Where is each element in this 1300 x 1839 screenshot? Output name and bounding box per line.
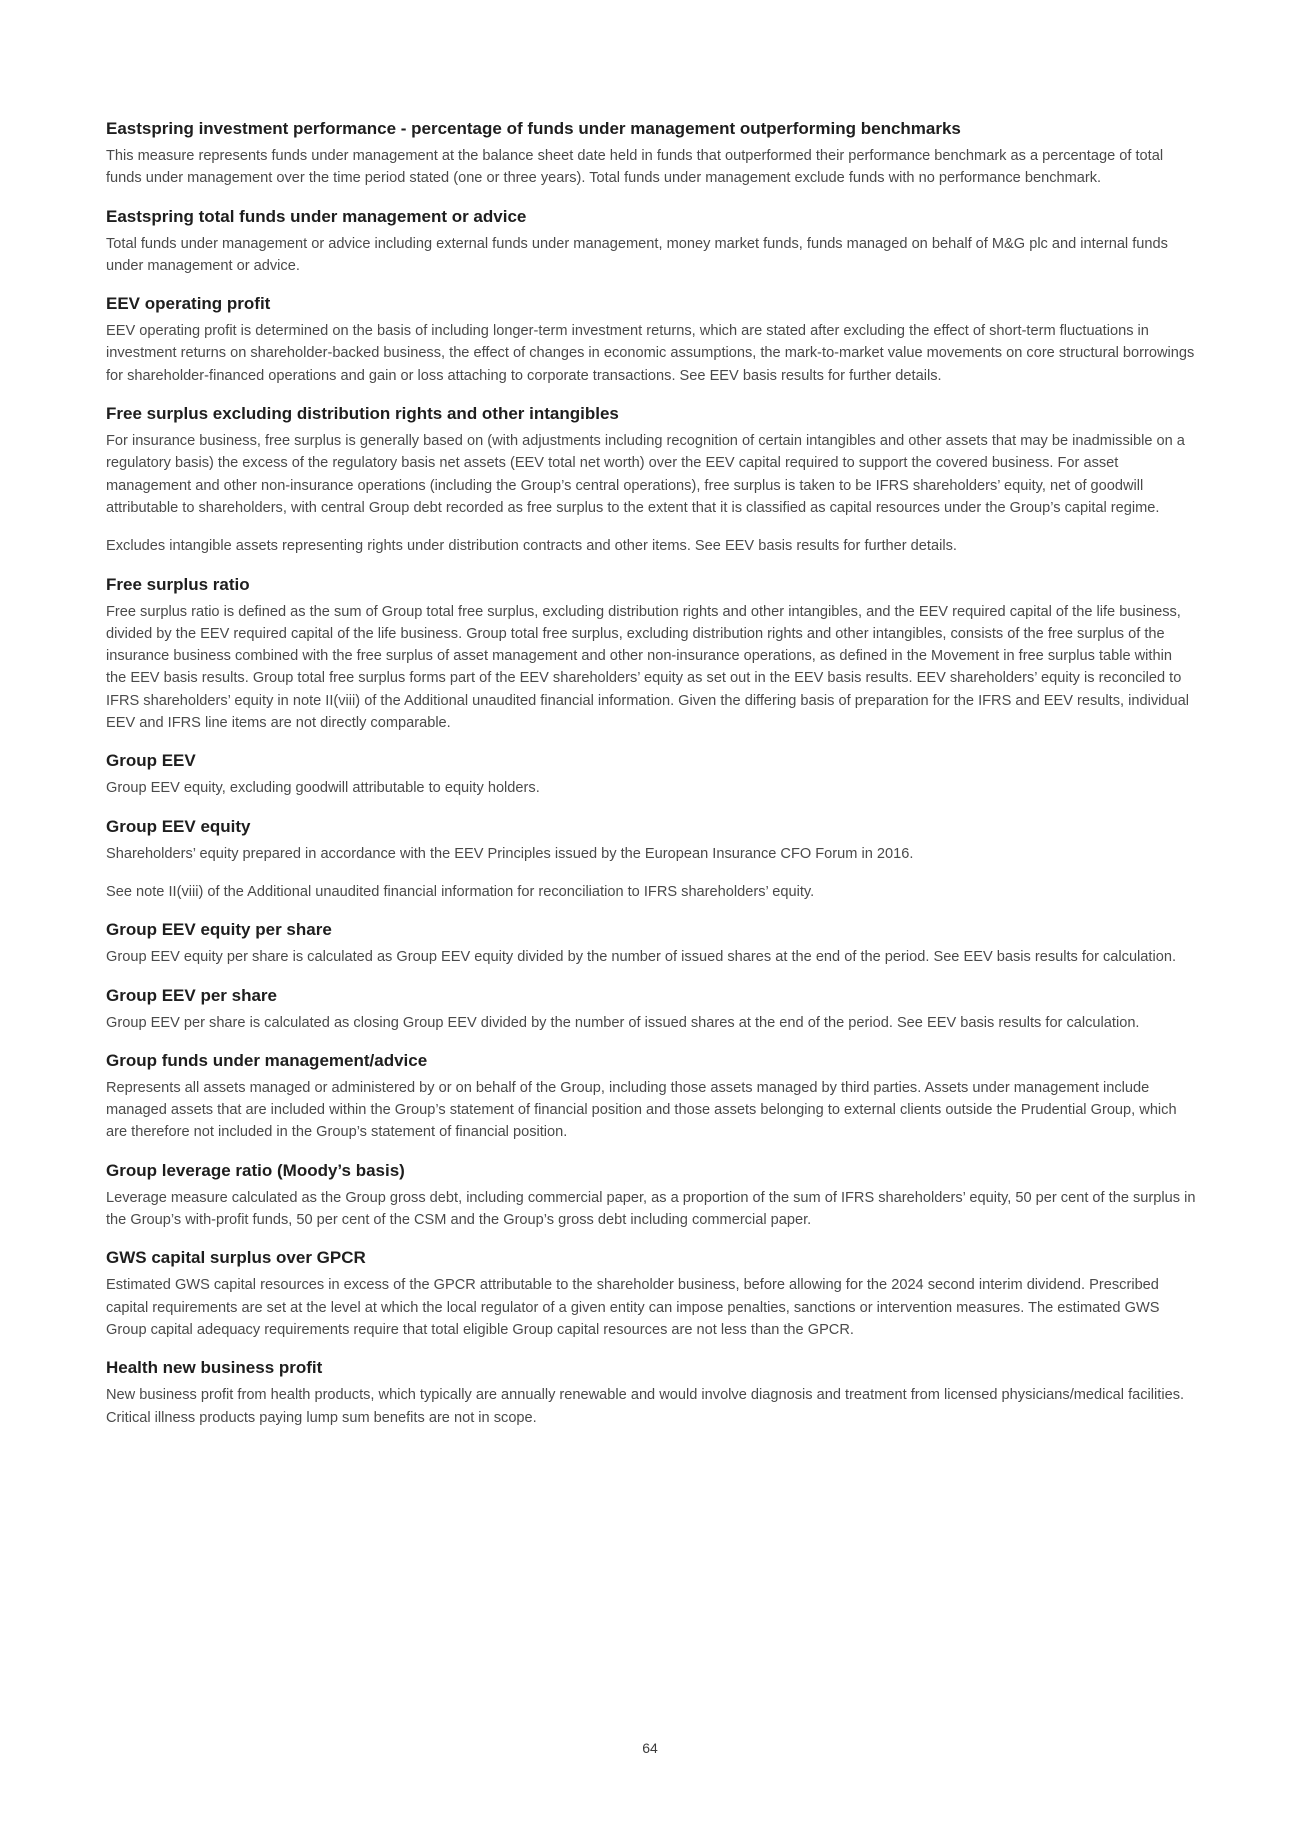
section-heading: GWS capital surplus over GPCR bbox=[106, 1248, 366, 1268]
section-paragraph: New business profit from health products, which typically are annually renewable and would involve diagnosis and treatment from licensed physicians/medical facilities. Critical illness products paying lump sum benefits are not in scope. bbox=[106, 1387, 1185, 1426]
section-paragraph: See note II(viii) of the Additional unaudited financial information for reconciliation to IFRS shareholders’ equity. bbox=[106, 883, 815, 900]
section-heading: EEV operating profit bbox=[106, 294, 271, 314]
section-group-eev bbox=[106, 750, 1196, 799]
document-body bbox=[106, 118, 1196, 1445]
section-paragraph: Estimated GWS capital resources in excess of the GPCR attributable to the shareholder business, before allowing for the 2024 second interim dividend. Prescribed capital requirements are set at the level at which the local regulator of a given entity can impose penalties, sanctions or intervention measures. The estimated GWS Group capital adequacy requirements require that total eligible Group capital resources are not less than the GPCR. bbox=[106, 1277, 1160, 1338]
section-heading: Health new business profit bbox=[106, 1358, 323, 1378]
section-group-eev-per-share bbox=[106, 985, 1196, 1034]
section-paragraph: Leverage measure calculated as the Group gross debt, including commercial paper, as a proportion of the sum of IFRS shareholders’ equity, 50 per cent of the surplus in the Group’s with-profit funds, 50 per cent of the CSM and the Group’s gross debt including commercial paper. bbox=[106, 1189, 1196, 1229]
section-free-surplus-ratio bbox=[106, 574, 1196, 735]
section-gws-capital-surplus bbox=[106, 1247, 1196, 1341]
section-paragraph: Represents all assets managed or administered by or on behalf of the Group, including those assets managed by third parties. Assets under management include managed assets that are included within the Group’s statement of financial position and those assets belonging to external clients outside the Prudential Group, which are therefore not included in the Group’s statement of financial position. bbox=[106, 1079, 1177, 1141]
section-eastspring-total-funds bbox=[106, 206, 1196, 278]
section-paragraph: Group EEV per share is calculated as closing Group EEV divided by the number of issued shares at the end of the period. See EEV basis results for calculation. bbox=[106, 1014, 1140, 1031]
page-number: 64 bbox=[642, 1740, 658, 1756]
section-paragraph: EEV operating profit is determined on the basis of including longer-term investment returns, which are stated after excluding the effect of short-term fluctuations in investment returns on shareholder-backed business, the effect of changes in economic assumptions, the mark-to-market value movements on core structural borrowings for shareholder-financed operations and gain or loss attaching to corporate transactions. See EEV basis results for further details. bbox=[106, 323, 1195, 384]
section-paragraph: This measure represents funds under management at the balance sheet date held in funds that outperformed their performance benchmark as a percentage of total funds under management over the time period stated (one or three years). Total funds under management exclude funds with no performance benchmark. bbox=[106, 148, 1164, 187]
section-paragraph: For insurance business, free surplus is generally based on (with adjustments including recognition of certain intangibles and other assets that may be inadmissible on a regulatory basis) the excess of the regulatory basis net assets (EEV total net worth) over the EEV capital required to support the covered business. For asset management and other non-insurance operations (including the Group’s central operations), free surplus is taken to be IFRS shareholders’ equity, net of goodwill attributable to shareholders, with central Group debt recorded as free surplus to the extent that it is classified as capital resources under the Group’s capital regime. bbox=[106, 433, 1185, 516]
section-heading: Free surplus excluding distribution rights and other intangibles bbox=[106, 404, 619, 424]
section-heading: Eastspring investment performance - percentage of funds under management outperforming benchmarks bbox=[106, 119, 961, 138]
section-paragraph: Total funds under management or advice including external funds under management, money market funds, funds managed on behalf of M&G plc and internal funds under management or advice. bbox=[106, 235, 1168, 274]
section-group-eev-equity bbox=[106, 816, 1196, 904]
section-paragraph: Group EEV equity, excluding goodwill attributable to equity holders. bbox=[106, 780, 540, 797]
section-heading: Eastspring total funds under management or advice bbox=[106, 206, 527, 226]
section-free-surplus-excluding-rights bbox=[106, 403, 1196, 557]
section-group-funds-under-management bbox=[106, 1050, 1196, 1144]
section-group-eev-equity-per-share bbox=[106, 919, 1196, 968]
section-heading: Group funds under management/advice bbox=[106, 1050, 428, 1070]
section-heading: Group leverage ratio (Moody’s basis) bbox=[106, 1160, 405, 1180]
section-heading: Group EEV bbox=[106, 751, 196, 771]
section-eev-operating-profit bbox=[106, 293, 1196, 387]
section-heading: Group EEV equity bbox=[106, 816, 251, 836]
section-paragraph: Shareholders’ equity prepared in accordance with the EEV Principles issued by the European Insurance CFO Forum in 2016. bbox=[106, 845, 914, 862]
section-eastspring-investment-performance bbox=[106, 118, 1196, 190]
section-heading: Group EEV per share bbox=[106, 985, 277, 1005]
section-heading: Free surplus ratio bbox=[106, 574, 250, 594]
section-paragraph: Free surplus ratio is defined as the sum of Group total free surplus, excluding distribution rights and other intangibles, and the EEV required capital of the life business, divided by the EEV required capital of the life business. Group total free surplus, excluding distribution rights and other intangibles, consists of the free surplus of the insurance business combined with the free surplus of asset management and other non-insurance operations, as defined in the Movement in free surplus table within the EEV basis results. Group total free surplus forms part of the EEV shareholders’ equity as set out in the EEV basis results. EEV shareholders’ equity is reconciled to IFRS shareholders’ equity in note II(viii) of the Additional unaudited financial information. Given the differing basis of preparation for the IFRS and EEV results, individual EEV and IFRS line items are not directly comparable. bbox=[106, 603, 1189, 732]
section-paragraph: Excludes intangible assets representing rights under distribution contracts and other items. See EEV basis results for further details. bbox=[106, 538, 957, 555]
section-group-leverage-ratio bbox=[106, 1160, 1196, 1232]
section-health-new-business-profit bbox=[106, 1357, 1196, 1429]
section-paragraph: Group EEV equity per share is calculated as Group EEV equity divided by the number of issued shares at the end of the period. See EEV basis results for calculation. bbox=[106, 949, 1176, 966]
section-heading: Group EEV equity per share bbox=[106, 920, 332, 940]
